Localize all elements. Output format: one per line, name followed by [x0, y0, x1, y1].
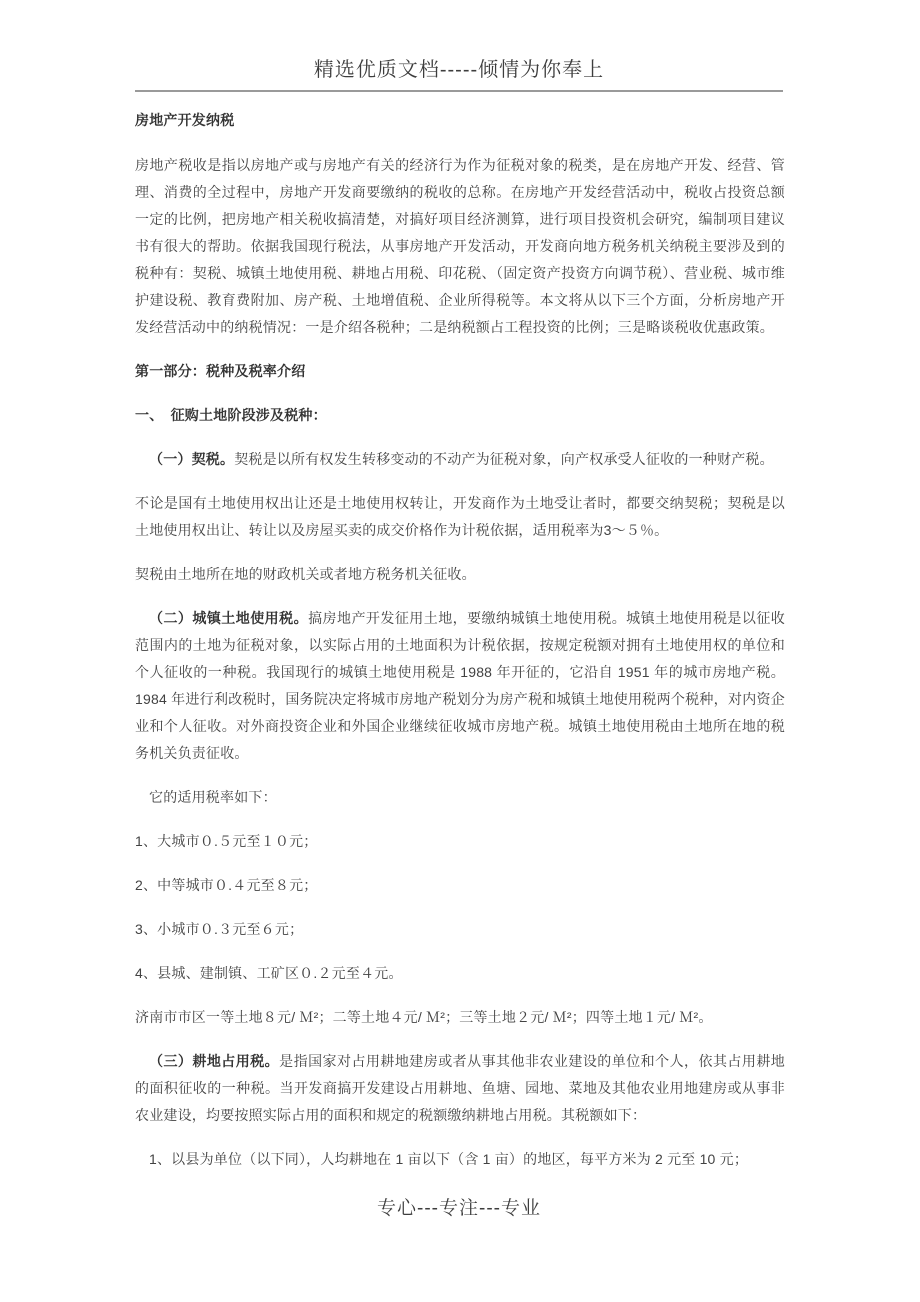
paragraph-jinan-rates: 济南市市区一等土地８元/ Ｍ²；二等土地４元/ Ｍ²；三等土地２元/ Ｍ²；四等土地１元/ Ｍ²。 — [135, 1009, 713, 1025]
list-item-large-city: 1、大城市０.５元至１０元； — [135, 833, 318, 849]
page-footer — [135, 1196, 783, 1222]
section-heading-stage1: 一、 征购土地阶段涉及税种： — [135, 407, 327, 423]
list-item-medium-city: 2、中等城市０.４元至８元； — [135, 877, 318, 893]
page-header — [135, 56, 783, 92]
section-heading-part1: 第一部分：税种及税率介绍 — [135, 363, 306, 379]
list-item-county-per-capita: 1、以县为单位（以下同），人均耕地在 1 亩以下（含 1 亩）的地区，每平方米为 2 元至 10 元； — [149, 1151, 749, 1167]
paragraph-text: 搞房地产开发征用土地，要缴纳城镇土地使用税。城镇土地使用税是以征收范围内的土地为征税对象，以实际占用的土地面积为计税依据，按规定税额对拥有土地使用权的单位和个人征收的一种税。我国现行的城镇土地使用税是 1988 年开征的，它沿自 1951 年的城市房地产税。1984 年进行利改税时，国务院决定将城市房地产税划分为房产税和城镇土地使用税两个税种，对内资企业和个人征收。对外商投资企业和外国企业继续征收城市房地产税。城镇土地使用税由土地所在地的税务机关负责征收。 — [135, 610, 785, 761]
paragraph-lead: （二）城镇土地使用税。 — [149, 610, 309, 626]
paragraph-lead: （三）耕地占用税。 — [149, 1053, 280, 1069]
paragraph-intro: 房地产税收是指以房地产或与房地产有关的经济行为作为征税对象的税类，是在房地产开发、经营、管理、消费的全过程中，房地产开发商要缴纳的税收的总称。在房地产开发经营活动中，税收占投资总额一定的比例，把房地产相关税收搞清楚，对搞好项目经济测算，进行项目投资机会研究，编制项目建议书有很大的帮助。依据我国现行税法，从事房地产开发活动，开发商向地方税务机关纳税主要涉及到的税种有：契税、城镇土地使用税、耕地占用税、印花税、（固定资产投资方向调节税）、营业税、城市维护建设税、教育费附加、房产税、土地增值税、企业所得税等。本文将从以下三个方面，分析房地产开发经营活动中的纳税情况：一是介绍各税种；二是纳税额占工程投资的比例；三是略谈税收优惠政策。 — [135, 157, 785, 335]
header-slogan: 精选优质文档-----倾情为你奉上 — [313, 59, 605, 81]
document-body — [135, 107, 785, 1190]
paragraph-deed-tax-detail: 不论是国有土地使用权出让还是土地使用权转让，开发商作为土地受让者时，都要交纳契税；契税是以土地使用权出让、转让以及房屋买卖的成交价格作为计税依据，适用税率为3～５％。 — [135, 495, 785, 538]
document-title: 房地产开发纳税 — [135, 112, 235, 128]
paragraph-text: 是指国家对占用耕地建房或者从事其他非农业建设的单位和个人，依其占用耕地的面积征收的一种税。当开发商搞开发建设占用耕地、鱼塘、园地、菜地及其他农业用地建房或从事非农业建设，均要按照实际占用的面积和规定的税额缴纳耕地占用税。其税额如下： — [135, 1053, 786, 1123]
footer-slogan: 专心---专注---专业 — [377, 1198, 541, 1219]
paragraph-lead: （一）契税。 — [149, 451, 235, 467]
paragraph-text: 契税是以所有权发生转移变动的不动产为征税对象，向产权承受人征收的一种财产税。 — [234, 451, 774, 467]
list-item-county: 4、县城、建制镇、工矿区０.２元至４元。 — [135, 965, 403, 981]
list-item-small-city: 3、小城市０.３元至６元； — [135, 921, 304, 937]
paragraph-deed-tax-collection: 契税由土地所在地的财政机关或者地方税务机关征收。 — [135, 566, 476, 582]
paragraph-urban-land-use-tax — [135, 605, 785, 767]
paragraph-rate-intro: 它的适用税率如下： — [149, 789, 277, 805]
paragraph-farmland-occupation-tax — [135, 1048, 785, 1129]
paragraph-deed-tax — [135, 446, 785, 473]
